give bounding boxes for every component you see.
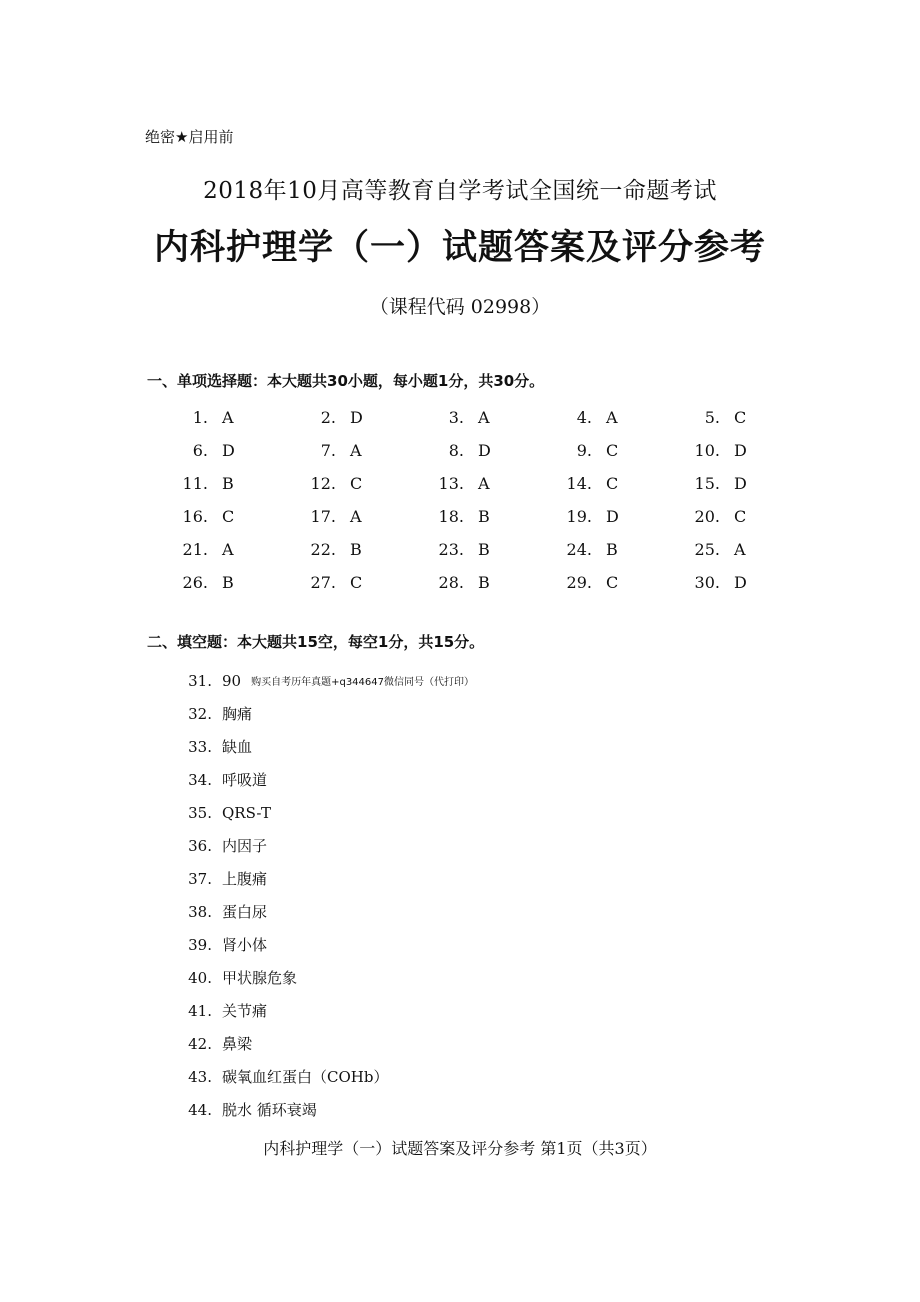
question-number: 29. xyxy=(566,573,592,592)
answer-letter: B xyxy=(478,507,490,526)
fill-in-answers xyxy=(180,664,474,1126)
list-item xyxy=(180,730,474,763)
page-footer: 内科护理学（一）试题答案及评分参考 第1页（共3页） xyxy=(263,1139,657,1158)
section1-header: 一、单项选择题：本大题共30小题，每小题1分，共30分。 xyxy=(147,372,545,390)
answer-item xyxy=(534,540,662,559)
answer-item xyxy=(150,408,278,427)
answer-letter: C xyxy=(222,507,235,526)
list-item xyxy=(180,862,474,895)
answer-letter: D xyxy=(734,573,747,592)
list-item xyxy=(180,829,474,862)
answer-letter: D xyxy=(478,441,491,460)
question-number: 41. xyxy=(188,1001,212,1020)
question-number: 12. xyxy=(310,474,336,493)
question-number: 8. xyxy=(448,441,464,460)
answer-item xyxy=(534,573,662,592)
answer-letter: C xyxy=(734,408,747,427)
list-item xyxy=(180,928,474,961)
question-number: 28. xyxy=(438,573,464,592)
question-number: 9. xyxy=(576,441,592,460)
answer-letter: A xyxy=(222,408,234,427)
question-number: 22. xyxy=(310,540,336,559)
answer-letter: C xyxy=(606,441,619,460)
question-number: 42. xyxy=(188,1034,212,1053)
answer-item xyxy=(662,408,790,427)
list-item xyxy=(180,1060,474,1093)
multiple-choice-answers xyxy=(150,401,790,599)
question-number: 24. xyxy=(566,540,592,559)
fill-answer: 甲状腺危象 xyxy=(222,969,298,987)
fill-answer: 呼吸道 xyxy=(222,771,268,789)
question-number: 15. xyxy=(694,474,720,493)
answer-item xyxy=(662,474,790,493)
fill-answer: 蛋白尿 xyxy=(222,903,268,921)
fill-answer: 肾小体 xyxy=(222,936,268,954)
list-item xyxy=(180,895,474,928)
list-item xyxy=(180,796,474,829)
answer-item xyxy=(534,507,662,526)
question-number: 21. xyxy=(182,540,208,559)
question-number: 20. xyxy=(694,507,720,526)
question-number: 36. xyxy=(188,836,212,855)
fill-answer: 上腹痛 xyxy=(222,870,268,888)
answer-item xyxy=(278,507,406,526)
question-number: 1. xyxy=(192,408,208,427)
question-number: 6. xyxy=(192,441,208,460)
answer-item xyxy=(534,441,662,460)
answer-item xyxy=(278,408,406,427)
answer-item xyxy=(150,507,278,526)
list-item xyxy=(180,1027,474,1060)
answer-letter: A xyxy=(734,540,746,559)
fill-answer: 90 xyxy=(222,671,242,690)
answer-item xyxy=(150,474,278,493)
answer-letter: B xyxy=(222,474,234,493)
answer-letter: D xyxy=(734,474,747,493)
secret-label: 绝密★启用前 xyxy=(145,128,234,146)
fill-answer: 鼻梁 xyxy=(222,1035,253,1053)
answer-letter: A xyxy=(606,408,618,427)
list-item xyxy=(180,961,474,994)
question-number: 26. xyxy=(182,573,208,592)
answer-letter: B xyxy=(478,573,490,592)
answer-row xyxy=(150,401,790,434)
answer-row xyxy=(150,500,790,533)
question-number: 37. xyxy=(188,869,212,888)
question-number: 4. xyxy=(576,408,592,427)
list-item xyxy=(180,994,474,1027)
answer-letter: D xyxy=(350,408,363,427)
answer-letter: D xyxy=(734,441,747,460)
answer-letter: C xyxy=(350,474,363,493)
list-item xyxy=(180,664,474,697)
question-number: 2. xyxy=(320,408,336,427)
annotation-note: 购买自考历年真题+q344647微信同号（代打印） xyxy=(251,677,474,688)
course-code: （课程代码 02998） xyxy=(369,296,551,318)
answer-item xyxy=(406,540,534,559)
question-number: 17. xyxy=(310,507,336,526)
question-number: 38. xyxy=(188,902,212,921)
question-number: 30. xyxy=(694,573,720,592)
question-number: 43. xyxy=(188,1067,212,1086)
answer-letter: B xyxy=(222,573,234,592)
question-number: 13. xyxy=(438,474,464,493)
question-number: 11. xyxy=(182,474,208,493)
answer-item xyxy=(534,474,662,493)
fill-answer: 关节痛 xyxy=(222,1002,268,1020)
answer-row xyxy=(150,467,790,500)
answer-letter: C xyxy=(350,573,363,592)
exam-title: 2018年10月高等教育自学考试全国统一命题考试 xyxy=(203,178,717,204)
question-number: 40. xyxy=(188,968,212,987)
answer-letter: C xyxy=(734,507,747,526)
question-number: 23. xyxy=(438,540,464,559)
answer-row xyxy=(150,434,790,467)
answer-item xyxy=(278,540,406,559)
question-number: 7. xyxy=(320,441,336,460)
answer-letter: A xyxy=(478,474,490,493)
question-number: 31. xyxy=(188,671,212,690)
question-number: 3. xyxy=(448,408,464,427)
answer-item xyxy=(662,540,790,559)
question-number: 16. xyxy=(182,507,208,526)
fill-answer: 胸痛 xyxy=(222,705,253,723)
answer-item xyxy=(406,441,534,460)
page-title: 内科护理学（一）试题答案及评分参考 xyxy=(153,228,766,268)
answer-letter: A xyxy=(478,408,490,427)
question-number: 34. xyxy=(188,770,212,789)
answer-item xyxy=(662,573,790,592)
question-number: 18. xyxy=(438,507,464,526)
list-item xyxy=(180,763,474,796)
answer-item xyxy=(534,408,662,427)
fill-answer: 内因子 xyxy=(222,837,268,855)
fill-answer: QRS-T xyxy=(222,803,271,822)
answer-item xyxy=(150,573,278,592)
question-number: 19. xyxy=(566,507,592,526)
answer-letter: A xyxy=(350,507,362,526)
fill-answer: 缺血 xyxy=(222,738,253,756)
fill-answer: 碳氧血红蛋白（COHb） xyxy=(222,1068,389,1086)
question-number: 32. xyxy=(188,704,212,723)
answer-item xyxy=(278,441,406,460)
answer-row xyxy=(150,566,790,599)
answer-item xyxy=(662,507,790,526)
question-number: 5. xyxy=(704,408,720,427)
fill-answer: 脱水 循环衰竭 xyxy=(222,1101,317,1119)
question-number: 10. xyxy=(694,441,720,460)
answer-item xyxy=(406,474,534,493)
question-number: 27. xyxy=(310,573,336,592)
answer-letter: A xyxy=(222,540,234,559)
answer-letter: A xyxy=(350,441,362,460)
answer-letter: D xyxy=(222,441,235,460)
question-number: 25. xyxy=(694,540,720,559)
answer-letter: B xyxy=(606,540,618,559)
question-number: 14. xyxy=(566,474,592,493)
answer-item xyxy=(150,540,278,559)
answer-letter: D xyxy=(606,507,619,526)
answer-item xyxy=(406,573,534,592)
answer-item xyxy=(150,441,278,460)
answer-item xyxy=(406,507,534,526)
list-item xyxy=(180,697,474,730)
list-item xyxy=(180,1093,474,1126)
answer-item xyxy=(278,474,406,493)
answer-item xyxy=(662,441,790,460)
answer-row xyxy=(150,533,790,566)
section2-header: 二、填空题：本大题共15空，每空1分，共15分。 xyxy=(147,633,485,651)
question-number: 44. xyxy=(188,1100,212,1119)
answer-letter: C xyxy=(606,573,619,592)
question-number: 33. xyxy=(188,737,212,756)
answer-letter: B xyxy=(350,540,362,559)
answer-letter: C xyxy=(606,474,619,493)
answer-item xyxy=(406,408,534,427)
answer-item xyxy=(278,573,406,592)
answer-letter: B xyxy=(478,540,490,559)
question-number: 39. xyxy=(188,935,212,954)
question-number: 35. xyxy=(188,803,212,822)
